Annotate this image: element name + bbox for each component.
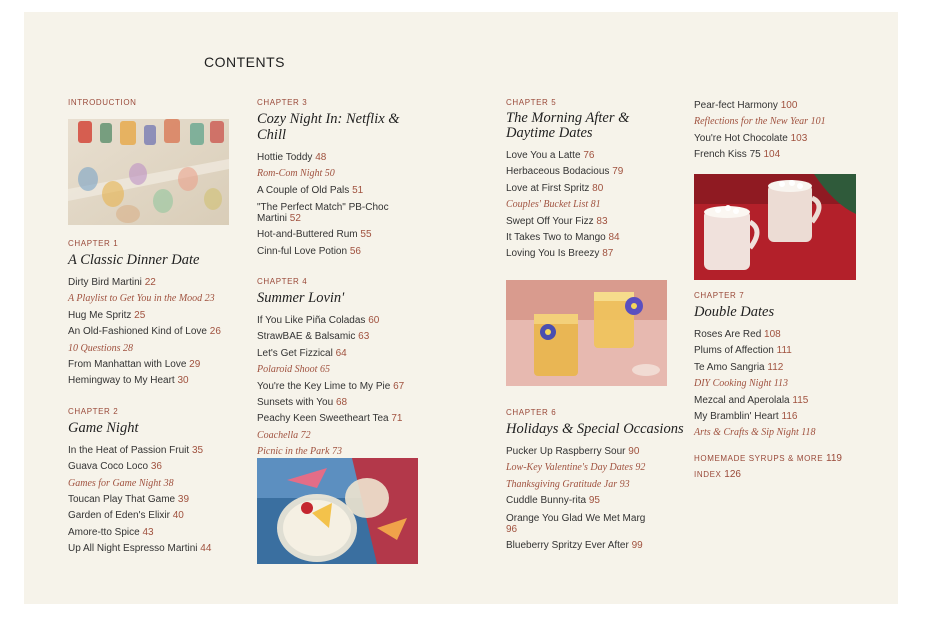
toc-entry[interactable]: If You Like Piña Coladas 60 (257, 315, 380, 327)
toc-entry[interactable]: You're the Key Lime to My Pie 67 (257, 380, 405, 392)
chapter-3-label: CHAPTER 3 (257, 98, 308, 107)
chapter-3-list (257, 150, 432, 260)
toc-entry[interactable]: Te Amo Sangria 112 (694, 361, 784, 373)
glasses-photo (68, 119, 229, 225)
chapter-5-list (506, 148, 686, 263)
toc-entry[interactable]: Coachella 72 (257, 429, 311, 441)
column-1 (68, 98, 238, 558)
chapter-1-label: CHAPTER 1 (68, 239, 119, 248)
toc-entry[interactable]: Games for Game Night 38 (68, 477, 174, 489)
toc-entry[interactable]: French Kiss 75 104 (694, 149, 781, 161)
toc-entry[interactable]: Cinn-ful Love Potion 56 (257, 245, 361, 257)
toc-entry[interactable]: StrawBAE & Balsamic 63 (257, 331, 370, 343)
chapter-5-title (506, 111, 686, 141)
chapter-6-list (506, 444, 696, 554)
chapter-7-title: Double Dates (694, 304, 775, 320)
toc-entry[interactable]: Roses Are Red 108 (694, 329, 781, 340)
toc-entry[interactable]: Reflections for the New Year 101 (694, 116, 826, 128)
pina-colada-photo (257, 458, 418, 564)
toc-entry[interactable]: Toucan Play That Game 39 (68, 494, 190, 506)
chapter-6-label: CHAPTER 6 (506, 408, 557, 417)
back-matter-list (694, 451, 884, 483)
toc-entry[interactable]: Hug Me Spritz 25 (68, 309, 146, 321)
toc-entry[interactable]: Couples' Bucket List 81 (506, 199, 601, 211)
toc-entry-continued[interactable]: 96 (506, 523, 518, 535)
toc-entry[interactable]: Garden of Eden's Elixir 40 (68, 510, 184, 522)
chapter-6-section (506, 408, 696, 554)
toc-entry[interactable]: Hot-and-Buttered Rum 55 (257, 229, 372, 241)
page-title: CONTENTS (204, 54, 285, 70)
chapter-4-title: Summer Lovin' (257, 290, 345, 307)
toc-entry[interactable]: Peachy Keen Sweetheart Tea 71 (257, 413, 403, 425)
toc-entry[interactable]: Rom-Com Night 50 (257, 168, 335, 180)
column-2 (257, 98, 432, 461)
chapter-5-title-line-1: The Morning After & (506, 110, 630, 126)
yellow-cocktails-image (506, 280, 667, 386)
chapter-5-label: CHAPTER 5 (506, 98, 557, 107)
tropical-cocktail-image (257, 458, 418, 564)
toc-entry[interactable]: Guava Coco Loco 36 (68, 461, 162, 473)
chapter-6-title: Holidays & Special Occasions (506, 421, 684, 437)
toc-entry[interactable]: Plums of Affection 111 (694, 345, 792, 357)
citrus-drinks-photo (506, 280, 667, 386)
toc-entry[interactable]: "The Perfect Match" PB-Choc (257, 202, 389, 214)
chapter-4-label: CHAPTER 4 (257, 277, 308, 287)
toc-entry[interactable]: Low-Key Valentine's Day Dates 92 (506, 462, 646, 474)
toc-entry[interactable]: Thanksgiving Gratitude Jar 93 (506, 478, 630, 490)
toc-entry[interactable]: Love You a Latte 76 (506, 150, 595, 161)
chapter-6-continued-list (694, 98, 884, 164)
chapter-1-title: A Classic Dinner Date (68, 252, 200, 268)
toc-entry[interactable]: Let's Get Fizzical 64 (257, 347, 347, 359)
toc-entry[interactable]: Picnic in the Park 73 (257, 446, 342, 458)
chapter-4-list (257, 313, 432, 461)
toc-entry[interactable]: You're Hot Chocolate 103 (694, 132, 808, 144)
toc-entry[interactable]: Love at First Spritz 80 (506, 182, 604, 194)
hot-chocolate-mugs-image (694, 174, 856, 280)
toc-entry[interactable]: Martini 52 (257, 213, 301, 225)
toc-entry[interactable]: From Manhattan with Love 29 (68, 359, 201, 371)
toc-entry[interactable]: DIY Cooking Night 113 (694, 378, 788, 390)
column-4 (694, 98, 884, 164)
chapter-2-label: CHAPTER 2 (68, 406, 119, 416)
chapter-7-list (694, 327, 884, 442)
toc-entry[interactable]: Pucker Up Raspberry Sour 90 (506, 446, 640, 457)
syrups-entry[interactable]: HOMEMADE SYRUPS & MORE 119 (694, 452, 842, 464)
colored-glassware-image (68, 119, 229, 225)
column-3 (506, 98, 686, 263)
chapter-2-list (68, 443, 238, 558)
toc-entry[interactable]: Cuddle Bunny-rita 95 (506, 495, 600, 507)
chapter-5-title-line-2: Daytime Dates (506, 125, 593, 141)
toc-entry[interactable]: Herbaceous Bodacious 79 (506, 166, 624, 178)
toc-entry[interactable]: 10 Questions 28 (68, 342, 133, 354)
toc-entry[interactable]: Mezcal and Aperolala 115 (694, 394, 809, 406)
chapter-7-section (694, 291, 884, 483)
toc-entry[interactable]: Up All Night Espresso Martini 44 (68, 543, 212, 555)
toc-entry[interactable]: Orange You Glad We Met Marg (506, 512, 646, 524)
toc-entry[interactable]: Amore-tto Spice 43 (68, 526, 154, 538)
toc-entry[interactable]: Hemingway to My Heart 30 (68, 375, 189, 387)
toc-entry[interactable]: A Playlist to Get You in the Mood 23 (68, 293, 215, 305)
introduction-label: INTRODUCTION (68, 98, 137, 107)
toc-entry[interactable]: It Takes Two to Mango 84 (506, 232, 620, 244)
toc-entry[interactable]: My Bramblin' Heart 116 (694, 411, 798, 423)
toc-entry[interactable]: Hottie Toddy 48 (257, 152, 327, 163)
chapter-2-title: Game Night (68, 419, 139, 436)
toc-entry[interactable]: Sunsets with You 68 (257, 397, 348, 409)
toc-entry[interactable]: Arts & Crafts & Sip Night 118 (694, 427, 816, 439)
toc-entry[interactable]: Pear-fect Harmony 100 (694, 100, 798, 111)
toc-entry[interactable]: Loving You Is Breezy 87 (506, 248, 614, 260)
chapter-1-list (68, 275, 238, 390)
index-entry[interactable]: INDEX 126 (694, 468, 741, 480)
chapter-7-label: CHAPTER 7 (694, 291, 745, 300)
chapter-3-title: Cozy Night In: Netflix & Chill (257, 111, 400, 143)
hot-chocolate-photo (694, 174, 856, 280)
toc-entry[interactable]: A Couple of Old Pals 51 (257, 184, 364, 196)
toc-entry[interactable]: Swept Off Your Fizz 83 (506, 215, 608, 227)
toc-entry[interactable]: An Old-Fashioned Kind of Love 26 (68, 326, 221, 338)
toc-entry[interactable]: In the Heat of Passion Fruit 35 (68, 444, 204, 456)
toc-entry[interactable]: Blueberry Spritzy Ever After 99 (506, 539, 643, 551)
toc-entry[interactable]: Polaroid Shoot 65 (257, 364, 330, 376)
book-spread (24, 12, 898, 604)
toc-entry[interactable]: Dirty Bird Martini 22 (68, 277, 156, 288)
